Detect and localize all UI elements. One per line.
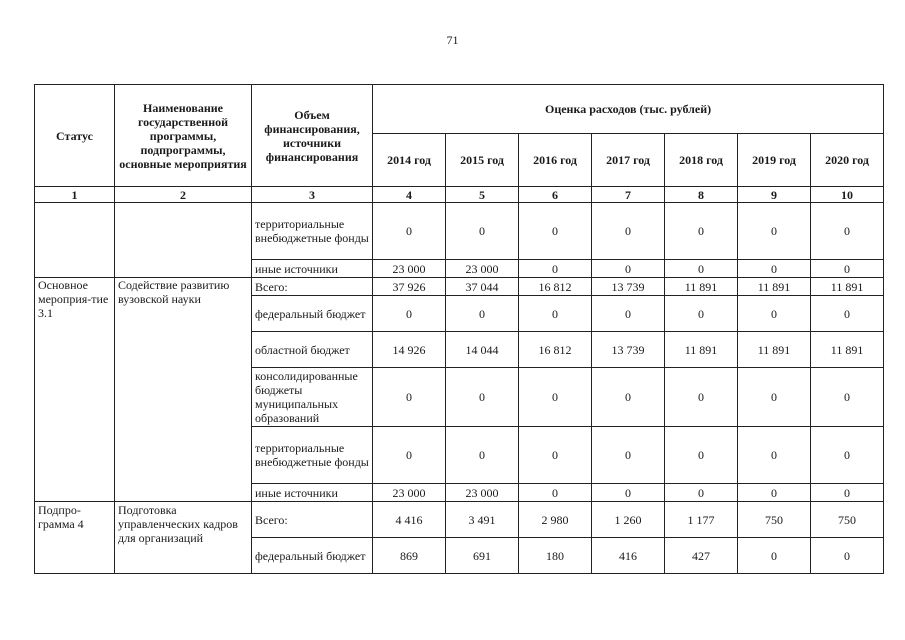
value-cell: 0 xyxy=(519,484,592,502)
value-cell: 750 xyxy=(811,502,884,538)
name-cell: Подготовка управленческих кадров для организаций xyxy=(115,502,252,574)
value-cell: 0 xyxy=(665,260,738,278)
value-cell: 0 xyxy=(446,427,519,484)
source-cell: Всего: xyxy=(252,502,373,538)
source-cell: территориальные внебюджетные фонды xyxy=(252,203,373,260)
value-cell: 0 xyxy=(665,484,738,502)
source-cell: федеральный бюджет xyxy=(252,538,373,574)
header-status: Статус xyxy=(35,85,115,187)
header-source: Объем финансирования, источники финансирования xyxy=(252,85,373,187)
value-cell: 0 xyxy=(592,260,665,278)
column-number: 7 xyxy=(592,187,665,203)
value-cell: 0 xyxy=(811,260,884,278)
header-year: 2019 год xyxy=(738,134,811,187)
value-cell: 0 xyxy=(519,203,592,260)
header-year: 2016 год xyxy=(519,134,592,187)
value-cell: 2 980 xyxy=(519,502,592,538)
value-cell: 0 xyxy=(446,203,519,260)
value-cell: 0 xyxy=(738,427,811,484)
column-number: 3 xyxy=(252,187,373,203)
value-cell: 180 xyxy=(519,538,592,574)
value-cell: 0 xyxy=(811,368,884,427)
value-cell: 0 xyxy=(373,368,446,427)
value-cell: 16 812 xyxy=(519,332,592,368)
value-cell: 0 xyxy=(738,203,811,260)
source-cell: Всего: xyxy=(252,278,373,296)
header-name: Наименование государственной программы, подпрограммы, основные мероприятия xyxy=(115,85,252,187)
value-cell: 0 xyxy=(665,368,738,427)
value-cell: 11 891 xyxy=(738,332,811,368)
status-cell: Подпро-грамма 4 xyxy=(35,502,115,574)
value-cell: 0 xyxy=(592,368,665,427)
table-row xyxy=(35,203,884,260)
value-cell: 0 xyxy=(738,260,811,278)
value-cell: 0 xyxy=(811,296,884,332)
column-number: 9 xyxy=(738,187,811,203)
value-cell: 0 xyxy=(738,296,811,332)
value-cell: 11 891 xyxy=(665,278,738,296)
value-cell: 11 891 xyxy=(811,278,884,296)
source-cell: консолидированные бюджеты муниципальных образований xyxy=(252,368,373,427)
value-cell: 0 xyxy=(738,484,811,502)
value-cell: 0 xyxy=(738,368,811,427)
column-number: 6 xyxy=(519,187,592,203)
value-cell: 0 xyxy=(811,538,884,574)
value-cell: 37 044 xyxy=(446,278,519,296)
value-cell: 0 xyxy=(592,296,665,332)
value-cell: 869 xyxy=(373,538,446,574)
value-cell: 0 xyxy=(373,296,446,332)
source-cell: территориальные внебюджетные фонды xyxy=(252,427,373,484)
value-cell: 4 416 xyxy=(373,502,446,538)
value-cell: 23 000 xyxy=(373,260,446,278)
source-cell: федеральный бюджет xyxy=(252,296,373,332)
value-cell: 3 491 xyxy=(446,502,519,538)
source-cell: областной бюджет xyxy=(252,332,373,368)
table-row xyxy=(35,502,884,538)
budget-table xyxy=(34,84,884,574)
value-cell: 0 xyxy=(519,427,592,484)
value-cell: 0 xyxy=(519,260,592,278)
column-number: 8 xyxy=(665,187,738,203)
name-cell xyxy=(115,203,252,278)
value-cell: 0 xyxy=(738,538,811,574)
source-cell: иные источники xyxy=(252,260,373,278)
value-cell: 0 xyxy=(592,427,665,484)
value-cell: 16 812 xyxy=(519,278,592,296)
value-cell: 0 xyxy=(665,427,738,484)
value-cell: 0 xyxy=(446,368,519,427)
value-cell: 37 926 xyxy=(373,278,446,296)
header-year: 2020 год xyxy=(811,134,884,187)
value-cell: 0 xyxy=(665,203,738,260)
header-year: 2018 год xyxy=(665,134,738,187)
value-cell: 1 260 xyxy=(592,502,665,538)
value-cell: 0 xyxy=(665,296,738,332)
value-cell: 416 xyxy=(592,538,665,574)
value-cell: 427 xyxy=(665,538,738,574)
value-cell: 23 000 xyxy=(446,484,519,502)
column-number: 1 xyxy=(35,187,115,203)
value-cell: 0 xyxy=(811,203,884,260)
value-cell: 13 739 xyxy=(592,332,665,368)
value-cell: 0 xyxy=(373,203,446,260)
value-cell: 0 xyxy=(811,484,884,502)
source-cell: иные источники xyxy=(252,484,373,502)
value-cell: 14 044 xyxy=(446,332,519,368)
column-number: 5 xyxy=(446,187,519,203)
column-number: 10 xyxy=(811,187,884,203)
header-estimate: Оценка расходов (тыс. рублей) xyxy=(373,85,884,134)
column-number: 4 xyxy=(373,187,446,203)
value-cell: 23 000 xyxy=(373,484,446,502)
value-cell: 11 891 xyxy=(738,278,811,296)
value-cell: 0 xyxy=(373,427,446,484)
value-cell: 0 xyxy=(519,296,592,332)
status-cell: Основное мероприя-тие 3.1 xyxy=(35,278,115,502)
value-cell: 0 xyxy=(519,368,592,427)
header-year: 2017 год xyxy=(592,134,665,187)
value-cell: 13 739 xyxy=(592,278,665,296)
value-cell: 14 926 xyxy=(373,332,446,368)
header-year: 2015 год xyxy=(446,134,519,187)
status-cell xyxy=(35,203,115,278)
value-cell: 691 xyxy=(446,538,519,574)
column-number: 2 xyxy=(115,187,252,203)
header-year: 2014 год xyxy=(373,134,446,187)
value-cell: 23 000 xyxy=(446,260,519,278)
value-cell: 750 xyxy=(738,502,811,538)
value-cell: 11 891 xyxy=(665,332,738,368)
value-cell: 0 xyxy=(592,203,665,260)
value-cell: 1 177 xyxy=(665,502,738,538)
page-number: 71 xyxy=(446,33,459,47)
name-cell: Содействие развитию вузовской науки xyxy=(115,278,252,502)
table-row xyxy=(35,278,884,296)
value-cell: 11 891 xyxy=(811,332,884,368)
value-cell: 0 xyxy=(592,484,665,502)
value-cell: 0 xyxy=(811,427,884,484)
value-cell: 0 xyxy=(446,296,519,332)
